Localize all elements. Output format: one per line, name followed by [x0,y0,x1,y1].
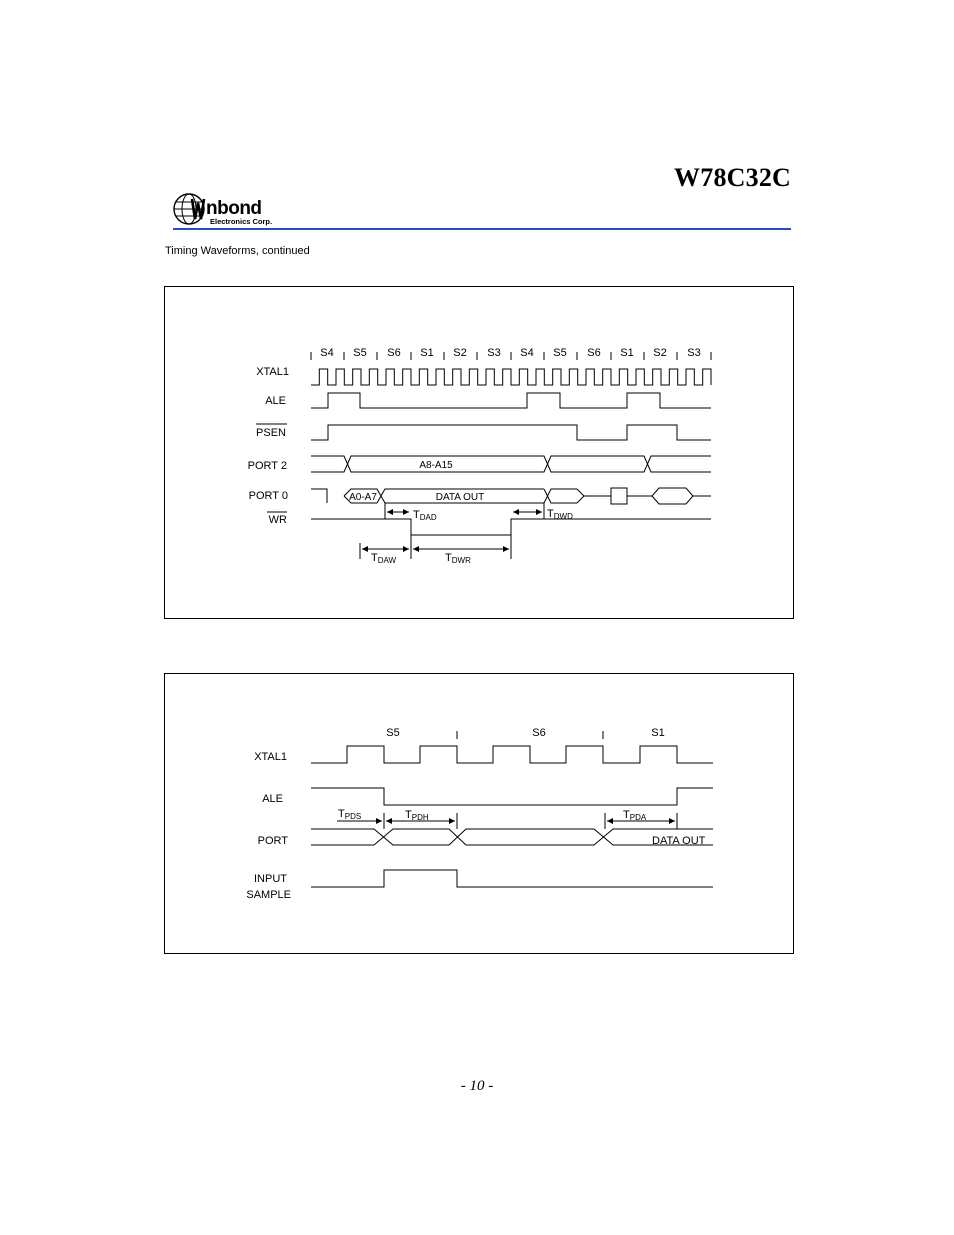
state-label: S2 [453,347,467,359]
state-label: S4 [320,347,334,359]
write-waveform-svg [165,287,793,618]
state-ticks [311,352,711,360]
page-number: - 10 - [460,1078,494,1094]
tpdh-subscript: PDH [411,813,429,822]
signal-label-port2: PORT 2 [247,460,287,472]
port-data-label: DATA OUT [652,835,706,847]
state-label: S6 [387,347,401,359]
ale-waveform [311,393,711,408]
tpds-label: TPDS [338,808,362,821]
state-label: S5 [553,347,567,359]
state-label: S1 [420,347,434,359]
timing-markers [360,503,544,559]
state-label: S6 [587,347,601,359]
figure-caption: Timing Waveforms, continued [165,245,310,257]
tdad-subscript: DAD [419,513,437,522]
part-number: W78C32C [674,163,791,192]
port-waveform-svg [165,674,793,953]
tpda-label: TPDA [623,809,647,822]
timing-diagram-write [164,286,794,619]
port2-waveform [311,456,711,472]
signal-label-port: PORT [257,835,288,847]
tdad-label: TDAD [413,509,437,522]
logo-subtitle: Electronics Corp. [210,217,273,226]
signal-label-psen: PSEN [256,427,286,439]
timing-diagram-port [164,673,794,954]
tpda-subscript: PDA [629,813,647,822]
state-label: S2 [653,347,667,359]
ale-waveform [311,788,713,805]
port0-data-label: DATA OUT [435,492,485,503]
wr-waveform [311,519,711,535]
state-label: S1 [651,727,665,739]
state-label: S1 [620,347,634,359]
signal-label-ale: ALE [262,793,283,805]
tdaw-subscript: DAW [377,556,397,565]
input-sample-waveform [311,870,713,887]
tdwr-label: TDWR [445,552,471,565]
xtal1-waveform [311,746,713,763]
winbond-logo [172,192,302,228]
port0-addr-label: A0-A7 [349,492,377,503]
tpdh-label: TPDH [405,809,429,822]
signal-label-xtal1: XTAL1 [254,751,287,763]
xtal1-waveform [311,369,711,385]
tdwd-label: TDWD [547,508,573,521]
signal-label-wr: WR [268,514,287,526]
header-rule [173,228,791,230]
tdwr-subscript: DWR [451,556,471,565]
signal-label-input: INPUT [254,873,287,885]
state-label: S3 [487,347,501,359]
state-label: S5 [353,347,367,359]
logo-wordmark: nbond [206,198,262,219]
psen-waveform [311,425,711,440]
state-label: S5 [386,727,400,739]
tpds-subscript: PDS [344,812,362,821]
signal-label-ale: ALE [265,395,286,407]
globe-icon [172,192,206,226]
signal-label-port0: PORT 0 [248,490,288,502]
state-label: S4 [520,347,534,359]
tdaw-label: TDAW [371,552,397,565]
state-label: S3 [687,347,701,359]
signal-label-sample: SAMPLE [246,889,291,901]
state-label: S6 [532,727,546,739]
port2-bus-label: A8-A15 [419,460,453,471]
signal-label-xtal1: XTAL1 [256,366,289,378]
tdwd-subscript: DWD [553,512,573,521]
